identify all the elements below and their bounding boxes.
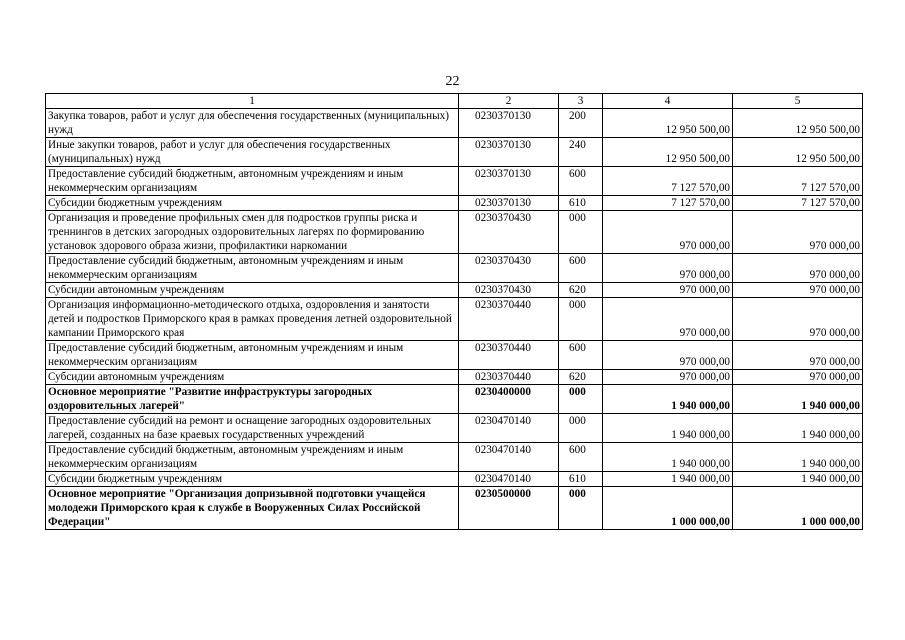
row-name: Субсидии автономным учреждениям <box>46 370 459 385</box>
row-type: 610 <box>559 472 603 487</box>
row-code: 0230470140 <box>459 414 559 443</box>
row-name: Предоставление субсидий на ремонт и оснащение загородных оздоровительных лагерей, созданных на базе краевых государственных учреждений <box>46 414 459 443</box>
row-type: 200 <box>559 109 603 138</box>
row-name: Организация информационно-методического отдыха, оздоровления и занятости детей и подростков Приморского края в рамках проведения летней оздоровительной кампании Приморского края <box>46 298 459 341</box>
table-row <box>46 138 863 167</box>
header-col-4: 4 <box>603 94 733 109</box>
row-amount-col4: 12 950 500,00 <box>603 138 733 167</box>
row-name: Субсидии бюджетным учреждениям <box>46 472 459 487</box>
row-code: 0230370130 <box>459 109 559 138</box>
row-amount-col4: 970 000,00 <box>603 283 733 298</box>
row-name: Предоставление субсидий бюджетным, автономным учреждениям и иным некоммерческим организациям <box>46 443 459 472</box>
row-type: 620 <box>559 283 603 298</box>
row-name: Основное мероприятие "Развитие инфраструктуры загородных оздоровительных лагерей" <box>46 385 459 414</box>
row-code: 0230370130 <box>459 138 559 167</box>
row-type: 610 <box>559 196 603 211</box>
table-row <box>46 341 863 370</box>
row-code: 0230470140 <box>459 472 559 487</box>
row-type: 600 <box>559 167 603 196</box>
row-type: 600 <box>559 443 603 472</box>
row-amount-col4: 970 000,00 <box>603 298 733 341</box>
row-amount-col5: 1 940 000,00 <box>733 414 863 443</box>
row-amount-col4: 1 940 000,00 <box>603 414 733 443</box>
table-row <box>46 298 863 341</box>
row-amount-col4: 970 000,00 <box>603 341 733 370</box>
table-row <box>46 211 863 254</box>
row-amount-col5: 970 000,00 <box>733 298 863 341</box>
row-code: 0230470140 <box>459 443 559 472</box>
row-type: 600 <box>559 341 603 370</box>
row-amount-col5: 970 000,00 <box>733 370 863 385</box>
row-amount-col4: 1 940 000,00 <box>603 443 733 472</box>
row-amount-col4: 7 127 570,00 <box>603 196 733 211</box>
header-col-1: 1 <box>46 94 459 109</box>
table-row <box>46 254 863 283</box>
table-header-row <box>46 94 863 109</box>
row-amount-col4: 1 000 000,00 <box>603 487 733 530</box>
row-amount-col5: 12 950 500,00 <box>733 109 863 138</box>
row-amount-col4: 1 940 000,00 <box>603 472 733 487</box>
row-amount-col5: 970 000,00 <box>733 341 863 370</box>
table-body <box>46 109 863 530</box>
row-amount-col5: 7 127 570,00 <box>733 167 863 196</box>
row-type: 000 <box>559 298 603 341</box>
row-type: 000 <box>559 487 603 530</box>
row-name: Основное мероприятие "Организация допризывной подготовки учащейся молодежи Приморского края к службе в Вооруженных Силах Российской Федерации" <box>46 487 459 530</box>
row-name: Субсидии автономным учреждениям <box>46 283 459 298</box>
header-col-3: 3 <box>559 94 603 109</box>
row-type: 000 <box>559 211 603 254</box>
row-code: 0230370440 <box>459 370 559 385</box>
row-code: 0230370430 <box>459 254 559 283</box>
row-amount-col5: 1 000 000,00 <box>733 487 863 530</box>
row-name: Предоставление субсидий бюджетным, автономным учреждениям и иным некоммерческим организациям <box>46 341 459 370</box>
table-row <box>46 370 863 385</box>
row-amount-col5: 1 940 000,00 <box>733 472 863 487</box>
row-amount-col5: 970 000,00 <box>733 211 863 254</box>
row-amount-col5: 1 940 000,00 <box>733 385 863 414</box>
row-type: 600 <box>559 254 603 283</box>
row-code: 0230400000 <box>459 385 559 414</box>
row-name: Иные закупки товаров, работ и услуг для обеспечения государственных (муниципальных) нужд <box>46 138 459 167</box>
row-name: Субсидии бюджетным учреждениям <box>46 196 459 211</box>
row-code: 0230370440 <box>459 298 559 341</box>
row-code: 0230370130 <box>459 196 559 211</box>
page-number: 22 <box>445 74 460 89</box>
table-row <box>46 443 863 472</box>
row-name: Закупка товаров, работ и услуг для обеспечения государственных (муниципальных) нужд <box>46 109 459 138</box>
row-name: Предоставление субсидий бюджетным, автономным учреждениям и иным некоммерческим организациям <box>46 254 459 283</box>
row-code: 0230370430 <box>459 283 559 298</box>
header-col-2: 2 <box>459 94 559 109</box>
row-amount-col5: 1 940 000,00 <box>733 443 863 472</box>
budget-table <box>45 93 863 530</box>
row-code: 0230500000 <box>459 487 559 530</box>
row-name: Организация и проведение профильных смен для подростков группы риска и треннингов в детских загородных оздоровительных лагерях по формированию установок здорового образа жизни, профилактики наркомании <box>46 211 459 254</box>
row-amount-col4: 1 940 000,00 <box>603 385 733 414</box>
row-type: 000 <box>559 414 603 443</box>
row-code: 0230370130 <box>459 167 559 196</box>
row-type: 620 <box>559 370 603 385</box>
table-row <box>46 487 863 530</box>
row-amount-col4: 970 000,00 <box>603 254 733 283</box>
row-amount-col5: 970 000,00 <box>733 283 863 298</box>
row-code: 0230370430 <box>459 211 559 254</box>
header-col-5: 5 <box>733 94 863 109</box>
row-type: 000 <box>559 385 603 414</box>
table-row <box>46 196 863 211</box>
table-row <box>46 109 863 138</box>
row-name: Предоставление субсидий бюджетным, автономным учреждениям и иным некоммерческим организациям <box>46 167 459 196</box>
row-amount-col5: 970 000,00 <box>733 254 863 283</box>
row-amount-col5: 7 127 570,00 <box>733 196 863 211</box>
table-row <box>46 283 863 298</box>
row-amount-col5: 12 950 500,00 <box>733 138 863 167</box>
row-amount-col4: 12 950 500,00 <box>603 109 733 138</box>
row-type: 240 <box>559 138 603 167</box>
table-row <box>46 167 863 196</box>
row-amount-col4: 970 000,00 <box>603 370 733 385</box>
table-row <box>46 414 863 443</box>
row-amount-col4: 7 127 570,00 <box>603 167 733 196</box>
row-code: 0230370440 <box>459 341 559 370</box>
table-row <box>46 472 863 487</box>
row-amount-col4: 970 000,00 <box>603 211 733 254</box>
table-row <box>46 385 863 414</box>
